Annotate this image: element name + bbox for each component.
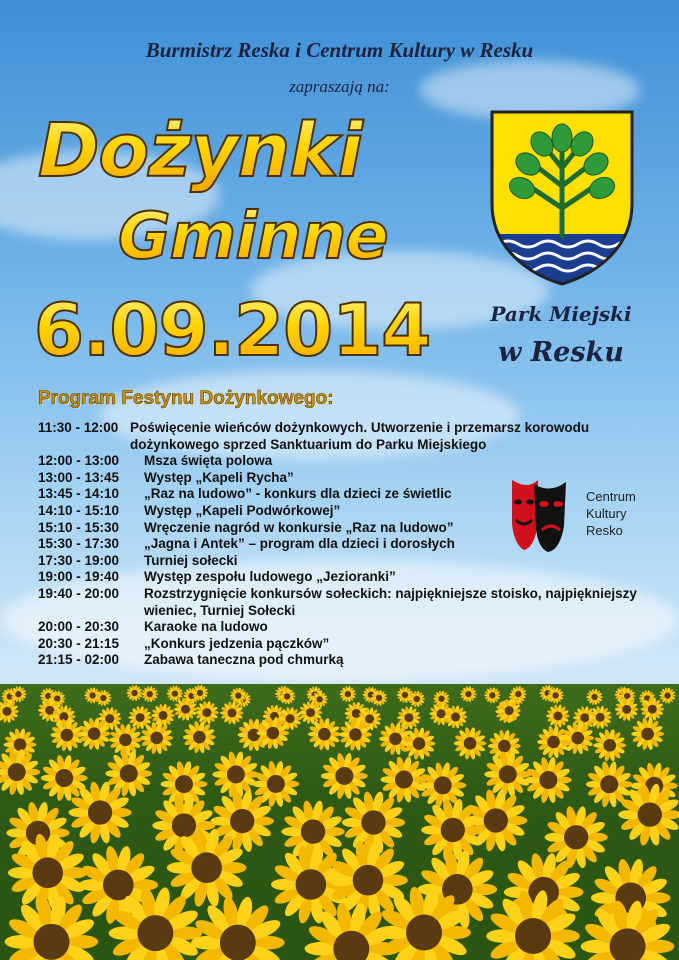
schedule-desc: „Raz na ludowo” - konkurs dla dzieci ze świetlic — [144, 486, 452, 502]
sunflower — [140, 721, 173, 754]
sunflower — [433, 690, 449, 706]
schedule-time: 13:00 - 13:45 — [38, 469, 120, 485]
sunflower — [546, 704, 569, 728]
title-line-1: Dożynki — [38, 108, 362, 194]
logo-line-1: Centrum — [586, 489, 636, 504]
sunflower — [381, 756, 428, 803]
sunflower — [161, 761, 208, 808]
schedule-row — [38, 636, 658, 653]
logo-line-2: Kultury — [586, 506, 627, 521]
sunflower — [126, 685, 142, 701]
schedule-row — [38, 453, 658, 470]
schedule-desc: Rozstrzygnięcie konkursów sołeckich: najpiękniejsze stoisko, najpiękniejszy wieniec, Turniej Sołecki — [144, 585, 637, 618]
sunflower — [454, 727, 487, 760]
schedule-time: 19:40 - 20:00 — [38, 585, 120, 601]
sunflower — [0, 700, 19, 724]
schedule-row — [38, 569, 658, 586]
schedule-time: 14:10 - 15:10 — [38, 502, 120, 518]
schedule-time: 20:30 - 21:15 — [38, 635, 120, 651]
schedule-desc: Poświęcenie wieńców dożynkowych. Utworzenie i przemarsz korowodu dożynkowego sprzed Sanktuarium do Parku Miejskiego — [130, 420, 590, 452]
venue-line-1: Park Miejski — [490, 302, 632, 326]
schedule-desc: „Konkurs jedzenia pączków” — [144, 635, 330, 651]
schedule-desc: Karaoke na ludowo — [144, 619, 268, 635]
centrum-kultury-logo — [508, 474, 668, 554]
logo-text — [586, 488, 636, 539]
schedule-row — [38, 652, 658, 669]
sunflower — [220, 701, 243, 725]
schedule-time: 15:10 - 15:30 — [38, 519, 120, 535]
schedule-desc: Wręczenie nagród w konkursie „Raz na ludowo” — [144, 519, 454, 535]
sunflower — [321, 752, 368, 799]
sunflower — [484, 687, 500, 703]
logo-line-3: Resko — [586, 523, 623, 538]
schedule-row — [38, 553, 658, 570]
sunflower — [593, 729, 626, 762]
schedule-row — [38, 619, 658, 636]
schedule-time: 20:00 - 20:30 — [38, 619, 120, 635]
sunflower — [444, 705, 467, 729]
program-heading: Program Festynu Dożynkowego: — [38, 388, 334, 409]
tree-coat-of-arms-icon — [488, 108, 636, 286]
sunflower — [105, 750, 152, 797]
schedule-time: 12:00 - 13:00 — [38, 453, 120, 469]
schedule-desc: Msza święta polowa — [144, 453, 273, 469]
sunflower — [525, 756, 572, 803]
schedule-desc: Zabawa taneczna pod chmurką — [144, 652, 344, 668]
schedule-time: 19:00 - 19:40 — [38, 569, 120, 585]
schedule-desc: Występ „Kapeli Podwórkowej” — [144, 502, 341, 518]
sunflower — [631, 717, 664, 750]
sunflower — [195, 701, 218, 725]
schedule-time: 17:30 - 19:00 — [38, 552, 120, 568]
sunflower — [0, 749, 40, 796]
sunflower — [191, 896, 285, 960]
sunflower — [340, 686, 356, 702]
schedule-time: 11:30 - 12:00 — [38, 420, 119, 435]
sunflower — [659, 687, 675, 703]
schedule-time: 15:30 - 17:30 — [38, 536, 120, 552]
organizers-line: Burmistrz Reska i Centrum Kultury w Resku — [145, 38, 534, 62]
sunflower — [397, 706, 420, 730]
sunflower — [142, 686, 158, 702]
schedule-row — [38, 420, 658, 453]
invite-line: zapraszają na: — [289, 77, 390, 96]
schedule-desc: Występ „Kapeli Rycha” — [144, 469, 294, 485]
sunflower — [460, 686, 476, 702]
schedule-time: 21:15 - 02:00 — [38, 652, 120, 668]
schedule-desc: Występ zespołu ludowego „Jezioranki” — [144, 569, 396, 585]
sunflower — [586, 689, 602, 705]
title-line-2: Gminne — [118, 200, 388, 274]
schedule-desc: Turniej sołecki — [144, 552, 238, 568]
sunflower — [167, 685, 183, 701]
schedule-row — [38, 586, 658, 619]
event-date: 6.09.2014 — [34, 288, 431, 372]
theatre-masks-icon — [508, 474, 570, 554]
sunflower — [183, 721, 216, 754]
schedule-desc: „Jagna i Antek” – program dla dzieci i dorosłych — [144, 536, 455, 552]
schedule-time: 13:45 - 14:10 — [38, 486, 120, 502]
venue-line-2: w Resku — [498, 337, 624, 368]
sunflower-field — [0, 684, 679, 960]
sunflower — [41, 754, 88, 801]
